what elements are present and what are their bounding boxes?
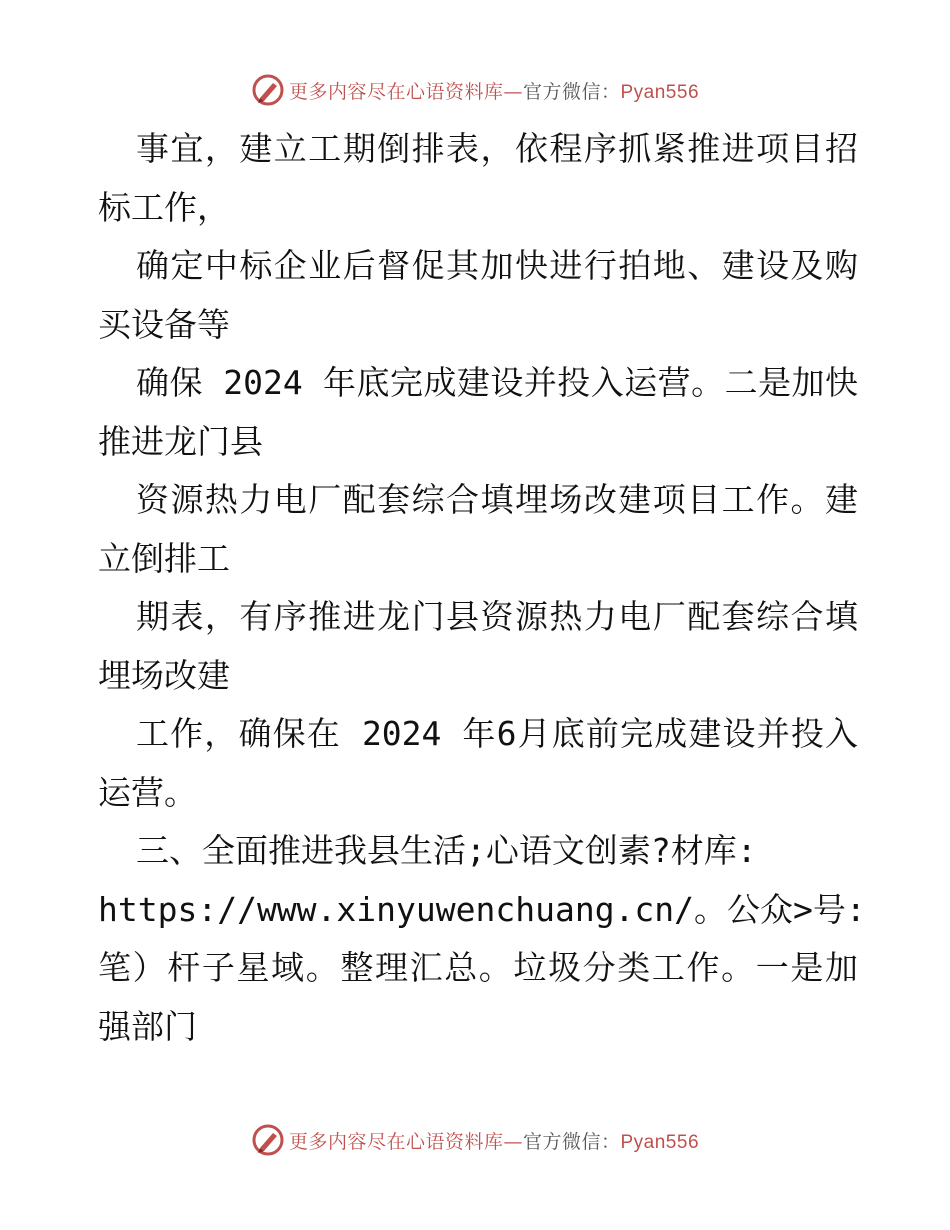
text-line: 期表，有序推进龙门县资源热力电厂配套综合填	[136, 597, 858, 636]
banner-text: 更多内容尽在心语资料库—	[288, 80, 523, 103]
banner-wechat-label: 官方微信：	[522, 80, 621, 103]
footer-banner	[0, 1120, 950, 1160]
text-line: 推进龙门县	[98, 421, 263, 461]
pen-logo-icon	[251, 73, 285, 107]
text-line: 工作，确保在 2024 年6月底前完成建设并投入	[136, 714, 858, 753]
banner-wechat-id: Pyan556	[620, 81, 700, 103]
paragraph	[98, 237, 858, 354]
banner-wechat-label: 官方微信：	[522, 1130, 621, 1153]
text-line: https://www.xinyuwenchuang.cn/。公众>号:	[98, 889, 866, 929]
banner-wechat-id: Pyan556	[620, 1131, 700, 1153]
text-line: 运营。	[98, 772, 197, 812]
text-line: 立倒排工	[98, 538, 230, 578]
text-line: 买设备等	[98, 304, 230, 344]
header-banner	[0, 70, 950, 110]
text-line: 笔）杆子星域。整理汇总。垃圾分类工作。一是加	[98, 948, 858, 987]
text-line: 三、全面推进我县生活;心语文创素?材库:	[136, 831, 757, 870]
paragraph	[98, 120, 858, 237]
paragraph	[98, 354, 858, 471]
banner-text: 更多内容尽在心语资料库—	[288, 1130, 523, 1153]
text-line: 强部门	[98, 1006, 197, 1046]
text-line: 确保 2024 年底完成建设并投入运营。二是加快	[136, 363, 858, 402]
paragraph	[98, 822, 866, 1056]
pen-logo-icon	[251, 1123, 285, 1157]
text-line: 确定中标企业后督促其加快进行拍地、建设及购	[136, 246, 858, 285]
paragraph	[98, 588, 858, 705]
text-line: 事宜，建立工期倒排表，依程序抓紧推进项目招	[136, 129, 858, 168]
body-text	[98, 120, 866, 1056]
text-line: 埋场改建	[98, 655, 230, 695]
text-line: 标工作，	[98, 187, 230, 227]
paragraph	[98, 471, 858, 588]
paragraph	[98, 705, 858, 822]
text-line: 资源热力电厂配套综合填埋场改建项目工作。建	[136, 480, 858, 519]
